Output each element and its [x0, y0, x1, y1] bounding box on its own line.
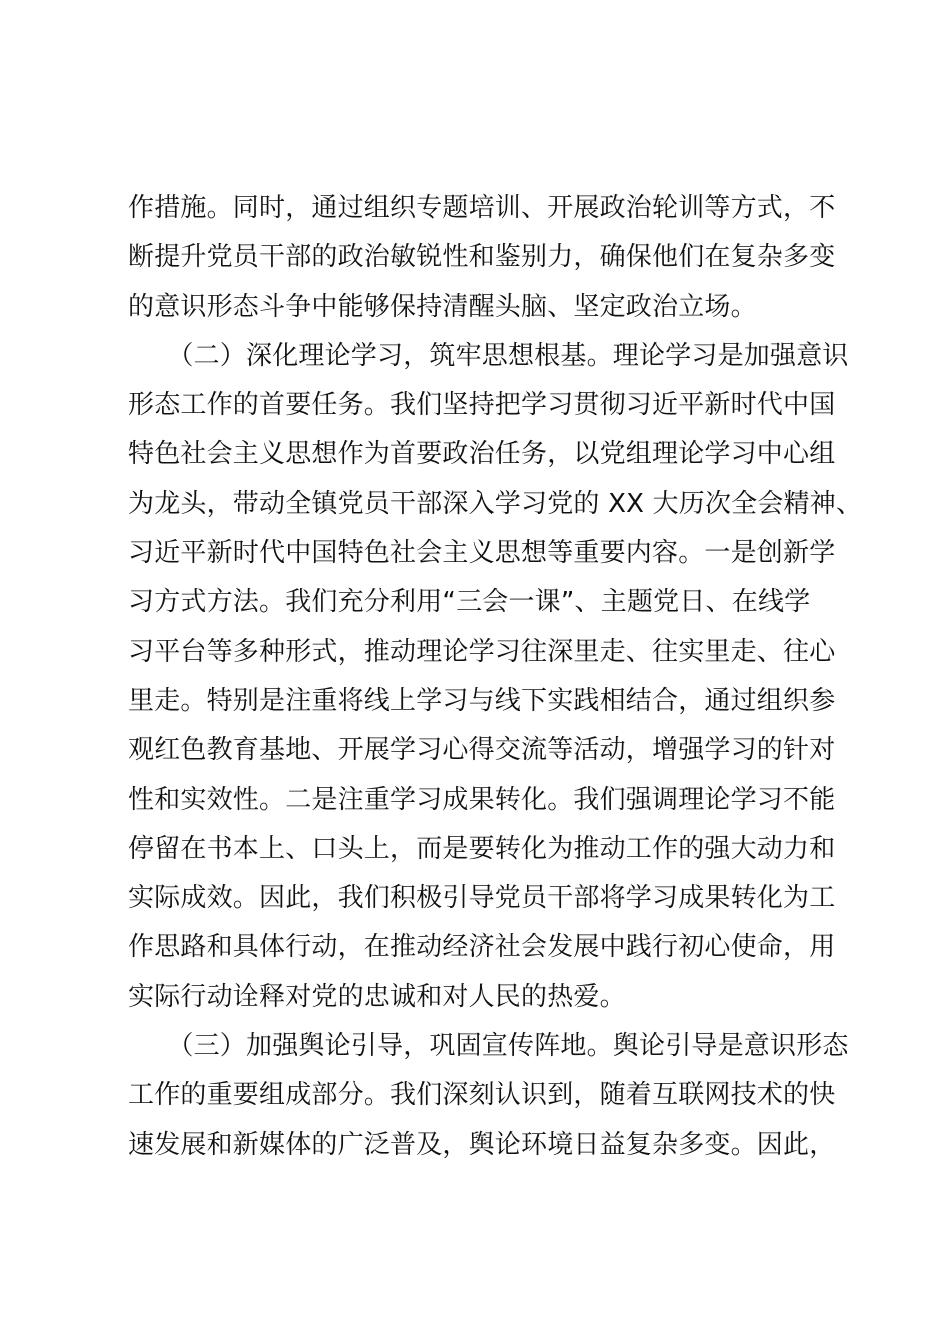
text-line: 为龙头，带动全镇党员干部深入学习党的 XX 大历次全会精神、: [128, 488, 863, 519]
text-line: 里走。特别是注重将线上学习与线下实践相结合，通过组织参: [128, 685, 836, 716]
text-line: 速发展和新媒体的广泛普及，舆论环境日益复杂多变。因此，: [128, 1129, 836, 1160]
text-line: 实际行动诠释对党的忠诚和对人民的热爱。: [128, 981, 626, 1012]
text-line: 习方式方法。我们充分利用“三会一课”、主题党日、在线学: [128, 587, 811, 618]
text-line: 特色社会主义思想作为首要政治任务，以党组理论学习中心组: [128, 439, 836, 470]
text-line: 停留在书本上、口头上，而是要转化为推动工作的强大动力和: [128, 833, 836, 864]
text-line: 习平台等多种形式，推动理论学习往深里走、往实里走、往心: [128, 636, 836, 667]
text-line: 性和实效性。二是注重学习成果转化。我们强调理论学习不能: [128, 784, 836, 815]
section-heading-line: （二）深化理论学习，筑牢思想根基。理论学习是加强意识: [128, 340, 849, 371]
text-line: 的意识形态斗争中能够保持清醒头脑、坚定政治立场。: [128, 291, 757, 322]
text-line: 工作的重要组成部分。我们深刻认识到，随着互联网技术的快: [128, 1080, 836, 1111]
document-body: [128, 184, 863, 1170]
text-line: 观红色教育基地、开展学习心得交流等活动，增强学习的针对: [128, 735, 836, 766]
text-line: 习近平新时代中国特色社会主义思想等重要内容。一是创新学: [128, 538, 836, 569]
text-line: 作思路和具体行动，在推动经济社会发展中践行初心使命，用: [128, 932, 836, 963]
text-line: 断提升党员干部的政治敏锐性和鉴别力，确保他们在复杂多变: [128, 242, 836, 273]
text-line: 形态工作的首要任务。我们坚持把学习贯彻习近平新时代中国: [128, 390, 836, 421]
text-line: 实际成效。因此，我们积极引导党员干部将学习成果转化为工: [128, 883, 836, 914]
section-heading-line: （三）加强舆论引导，巩固宣传阵地。舆论引导是意识形态: [128, 1031, 849, 1062]
text-line: 作措施。同时，通过组织专题培训、开展政治轮训等方式，不: [128, 193, 836, 223]
